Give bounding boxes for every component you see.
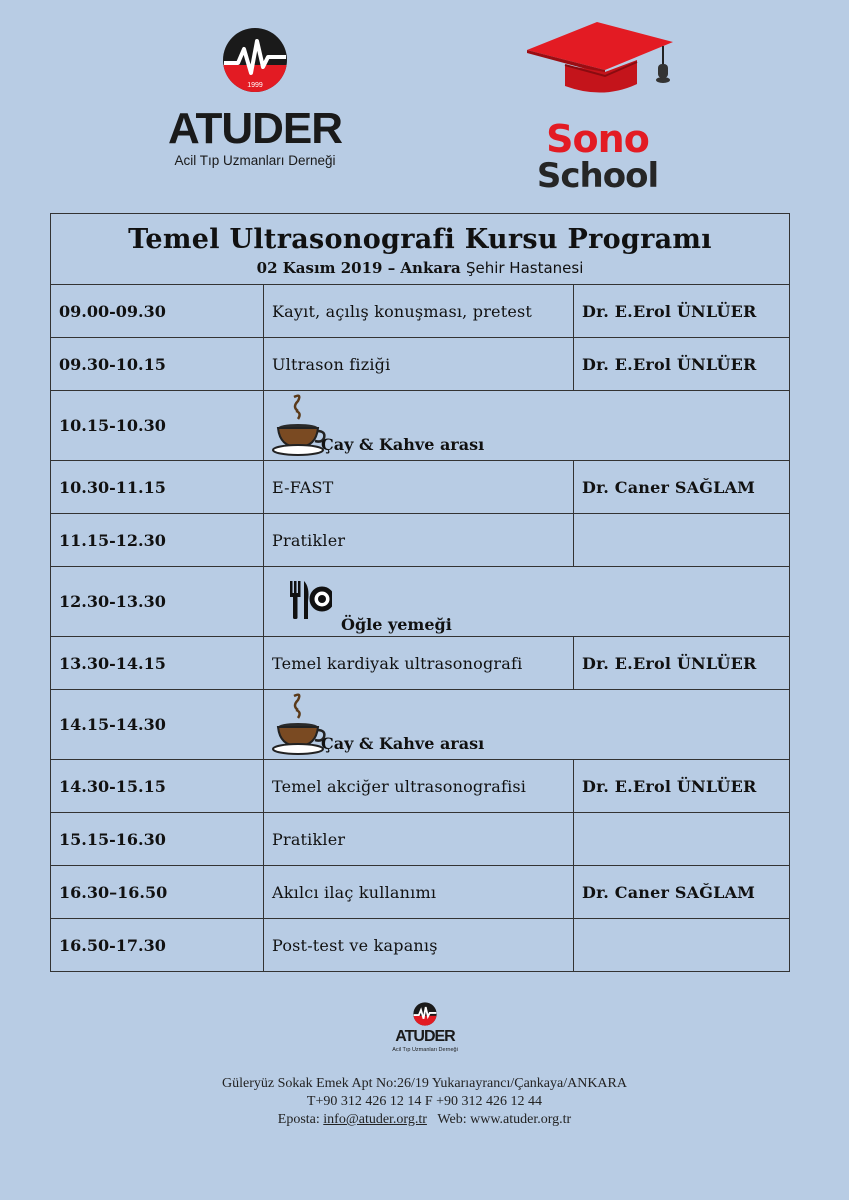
program-hospital: Şehir Hastanesi bbox=[465, 259, 584, 277]
table-row bbox=[51, 461, 790, 514]
session-time: 10.30-11.15 bbox=[51, 461, 264, 514]
session-topic: Pratikler bbox=[264, 514, 574, 567]
atuder-heartbeat-icon bbox=[222, 27, 288, 93]
session-speaker: Dr. E.Erol ÜNLÜER bbox=[574, 285, 790, 338]
session-topic: E-FAST bbox=[264, 461, 574, 514]
session-time: 15.15-16.30 bbox=[51, 813, 264, 866]
break-time: 12.30-13.30 bbox=[51, 567, 264, 637]
table-row bbox=[51, 514, 790, 567]
session-topic: Post-test ve kapanış bbox=[264, 919, 574, 972]
session-topic: Kayıt, açılış konuşması, pretest bbox=[264, 285, 574, 338]
email-link[interactable]: info@atuder.org.tr bbox=[323, 1112, 427, 1127]
footer-phones: T+90 312 426 12 14 F +90 312 426 12 44 bbox=[306, 1094, 543, 1109]
coffee-cup-icon bbox=[272, 391, 326, 457]
atuder-wordmark: ATUDER bbox=[167, 104, 343, 153]
table-row bbox=[51, 813, 790, 866]
school-wordmark: School bbox=[536, 156, 659, 196]
session-time: 14.30-15.15 bbox=[51, 760, 264, 813]
program-header-row bbox=[51, 214, 790, 285]
sonoschool-logo bbox=[525, 20, 685, 196]
session-time: 16.30–16.50 bbox=[51, 866, 264, 919]
footer-contact bbox=[0, 1112, 849, 1128]
break-time: 10.15-10.30 bbox=[51, 391, 264, 461]
session-speaker: Dr. Caner SAĞLAM bbox=[574, 866, 790, 919]
web-link[interactable]: www.atuder.org.tr bbox=[470, 1112, 572, 1127]
session-time: 16.50-17.30 bbox=[51, 919, 264, 972]
session-topic: Akılcı ilaç kullanımı bbox=[264, 866, 574, 919]
session-speaker: Dr. E.Erol ÜNLÜER bbox=[574, 760, 790, 813]
footer-logo-wordmark: ATUDER bbox=[395, 1028, 455, 1045]
program-date-city: 02 Kasım 2019 – Ankara bbox=[256, 259, 461, 277]
fork-knife-plate-icon bbox=[288, 577, 332, 621]
break-row bbox=[51, 567, 790, 637]
table-row bbox=[51, 760, 790, 813]
session-time: 09.00-09.30 bbox=[51, 285, 264, 338]
session-topic: Ultrason fiziği bbox=[264, 338, 574, 391]
program-table bbox=[50, 213, 790, 972]
session-topic: Pratikler bbox=[264, 813, 574, 866]
session-speaker: Dr. E.Erol ÜNLÜER bbox=[574, 637, 790, 690]
table-row bbox=[51, 637, 790, 690]
break-row bbox=[51, 391, 790, 461]
program-title: Temel Ultrasonografi Kursu Programı bbox=[128, 224, 712, 255]
break-cell bbox=[264, 391, 790, 461]
table-row bbox=[51, 866, 790, 919]
session-speaker bbox=[574, 919, 790, 972]
break-cell bbox=[264, 690, 790, 760]
footer-heartbeat-icon bbox=[413, 1002, 437, 1026]
web-label: Web: bbox=[437, 1112, 467, 1127]
email-label: Eposta: bbox=[277, 1112, 320, 1127]
atuder-logo bbox=[160, 25, 350, 175]
session-speaker bbox=[574, 813, 790, 866]
break-label: Çay & Kahve arası bbox=[321, 435, 485, 454]
session-topic: Temel akciğer ultrasonografisi bbox=[264, 760, 574, 813]
footer-atuder-logo bbox=[390, 1000, 460, 1060]
atuder-year: 1999 bbox=[247, 82, 263, 89]
atuder-subtitle: Acil Tıp Uzmanları Derneği bbox=[174, 153, 336, 168]
break-time: 14.15-14.30 bbox=[51, 690, 264, 760]
footer-logo-subtitle: Acil Tıp Uzmanları Derneği bbox=[392, 1047, 458, 1053]
session-time: 11.15-12.30 bbox=[51, 514, 264, 567]
break-label: Çay & Kahve arası bbox=[321, 734, 485, 753]
break-row bbox=[51, 690, 790, 760]
graduation-cap-probe-icon bbox=[525, 20, 685, 110]
footer-address: Güleryüz Sokak Emek Apt No:26/19 Yukarıayrancı/Çankaya/ANKARA bbox=[221, 1076, 627, 1091]
session-time: 13.30-14.15 bbox=[51, 637, 264, 690]
table-row bbox=[51, 919, 790, 972]
session-speaker bbox=[574, 514, 790, 567]
coffee-cup-icon bbox=[272, 690, 326, 756]
break-cell bbox=[264, 567, 790, 637]
break-label: Öğle yemeği bbox=[341, 615, 452, 634]
table-row bbox=[51, 285, 790, 338]
session-time: 09.30-10.15 bbox=[51, 338, 264, 391]
session-topic: Temel kardiyak ultrasonografi bbox=[264, 637, 574, 690]
session-speaker: Dr. Caner SAĞLAM bbox=[574, 461, 790, 514]
program-header-cell bbox=[51, 214, 790, 285]
session-speaker: Dr. E.Erol ÜNLÜER bbox=[574, 338, 790, 391]
program-subtitle bbox=[59, 258, 781, 278]
table-row bbox=[51, 338, 790, 391]
sono-wordmark: Sono bbox=[546, 117, 649, 161]
